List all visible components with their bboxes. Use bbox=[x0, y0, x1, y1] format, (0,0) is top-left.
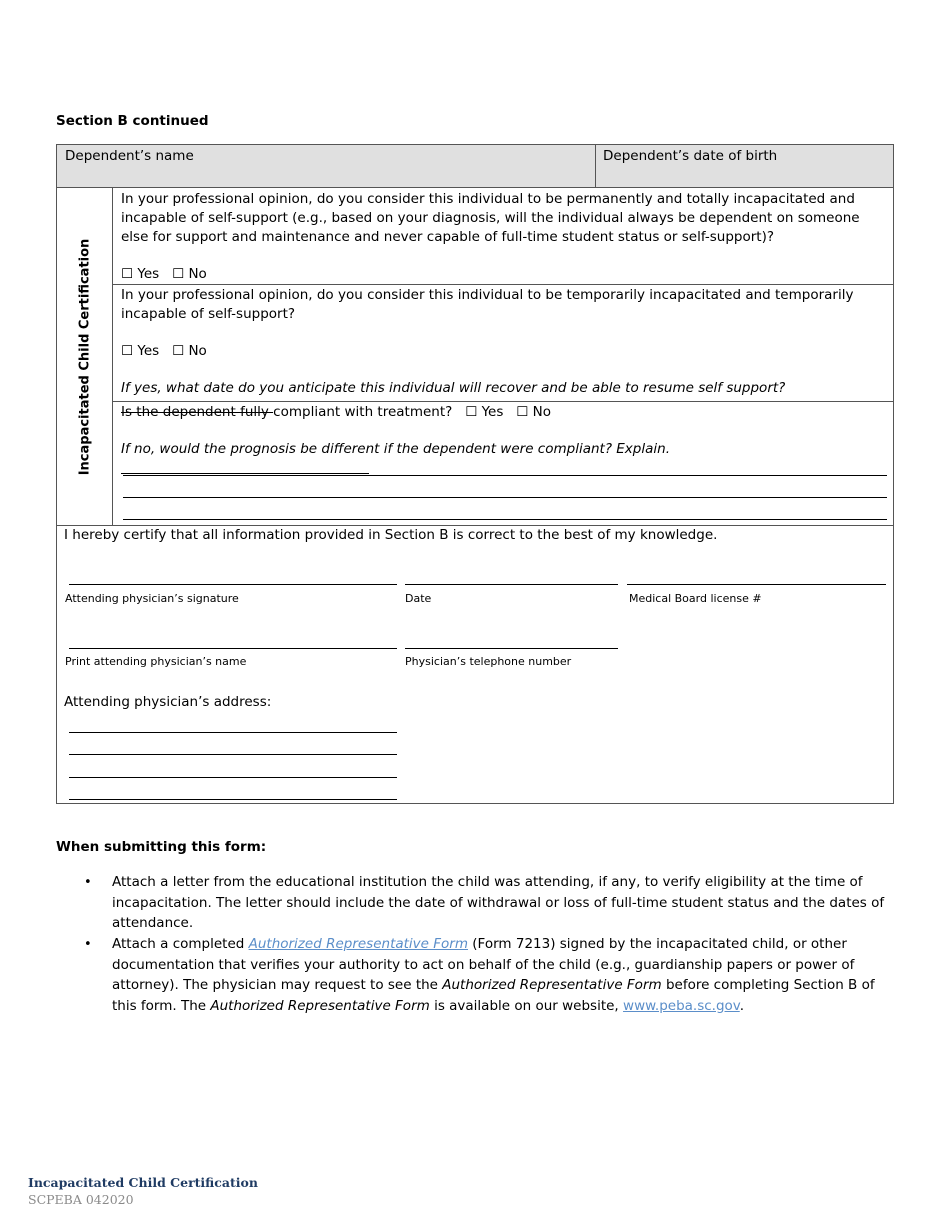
row-divider bbox=[112, 284, 893, 285]
q1-yes-checkbox[interactable]: ☐ Yes bbox=[121, 266, 160, 282]
instruction-letter: Attach a letter from the educational institution the child was attending, if any, to verify eligibility at the time of incapacitation. The letter should include the date of withdrawal or loss of full-time student status and the dates of attendance. bbox=[112, 874, 885, 931]
q2-yes-checkbox[interactable]: ☐ Yes bbox=[121, 343, 160, 359]
dependent-dob-field[interactable]: Dependent’s date of birth bbox=[603, 148, 778, 164]
address-label: Attending physician’s address: bbox=[64, 694, 272, 710]
license-input[interactable] bbox=[627, 584, 886, 585]
telephone-label: Physician’s telephone number bbox=[405, 655, 572, 668]
form-header-row bbox=[57, 145, 893, 188]
q2-no-checkbox[interactable]: ☐ No bbox=[172, 343, 207, 359]
instruction-authorized-rep: Attach a completed Authorized Representative Form (Form 7213) signed by the incapacitated child, or other documentation that verifies your authority to act on behalf of the child (e.g., guardianship papers or power of attorney). The physician may request to see the Authorized Representative Form before completing Section B of this form. The Authorized Representative Form is available on our website, www.peba.sc.gov. bbox=[112, 936, 875, 1014]
authorized-rep-form-link[interactable]: Authorized Representative Form bbox=[248, 936, 468, 952]
explain-input-line[interactable] bbox=[123, 497, 887, 498]
footer-title: Incapacitated Child Certification bbox=[28, 1175, 258, 1190]
license-label: Medical Board license # bbox=[629, 592, 762, 605]
date-input[interactable] bbox=[405, 584, 618, 585]
address-input-line[interactable] bbox=[69, 732, 397, 733]
question-temporary-text: In your professional opinion, do you consider this individual to be temporarily incapacitated and temporarily incapable of self-support? bbox=[121, 287, 854, 322]
compliance-question-text: Is the dependent fully compliant with treatment? bbox=[121, 404, 453, 420]
recovery-date-question: If yes, what date do you anticipate this individual will recover and be able to resume self support? bbox=[121, 380, 786, 396]
bullet-icon: • bbox=[84, 937, 92, 952]
peba-website-link[interactable]: www.peba.sc.gov bbox=[623, 997, 740, 1014]
explain-input-line[interactable] bbox=[123, 519, 887, 520]
question-compliance bbox=[121, 403, 889, 480]
address-input-line[interactable] bbox=[69, 777, 397, 778]
instructions-title: When submitting this form: bbox=[56, 839, 267, 855]
prognosis-question: If no, would the prognosis be different if the dependent were compliant? Explain. bbox=[121, 441, 670, 457]
header-divider bbox=[595, 145, 596, 188]
dependent-name-field[interactable]: Dependent’s name bbox=[65, 148, 194, 164]
footer-code: SCPEBA 042020 bbox=[28, 1192, 134, 1207]
q1-no-checkbox[interactable]: ☐ No bbox=[172, 266, 207, 282]
address-input-line[interactable] bbox=[69, 799, 397, 800]
q3-no-checkbox[interactable]: ☐ No bbox=[516, 404, 552, 420]
print-name-label: Print attending physician’s name bbox=[65, 655, 247, 668]
vertical-section-label: Incapacitated Child Certification bbox=[77, 238, 92, 475]
question-temporary bbox=[121, 286, 889, 419]
question-permanent-text: In your professional opinion, do you consider this individual to be permanently and totally incapacitated and incapable of self-support (e.g., based on your diagnosis, will the individual always be dependent on someone else for support and maintenance and never capable of full-time student status or self-support)? bbox=[121, 191, 860, 245]
explain-input-line[interactable] bbox=[121, 459, 369, 474]
address-input-line[interactable] bbox=[69, 754, 397, 755]
bullet-icon: • bbox=[84, 875, 92, 890]
date-label: Date bbox=[405, 592, 432, 605]
q3-yes-checkbox[interactable]: ☐ Yes bbox=[465, 404, 504, 420]
explain-input-line[interactable] bbox=[123, 475, 887, 476]
signature-label: Attending physician’s signature bbox=[65, 592, 239, 605]
certification-form bbox=[56, 144, 894, 804]
certify-statement: I hereby certify that all information provided in Section B is correct to the best of my knowledge. bbox=[64, 527, 718, 543]
telephone-input[interactable] bbox=[405, 648, 618, 649]
column-divider bbox=[112, 188, 113, 525]
print-name-input[interactable] bbox=[69, 648, 397, 649]
section-divider bbox=[57, 525, 893, 526]
question-permanent bbox=[121, 190, 889, 284]
signature-input[interactable] bbox=[69, 584, 397, 585]
section-title: Section B continued bbox=[56, 113, 209, 129]
row-divider bbox=[112, 401, 893, 402]
